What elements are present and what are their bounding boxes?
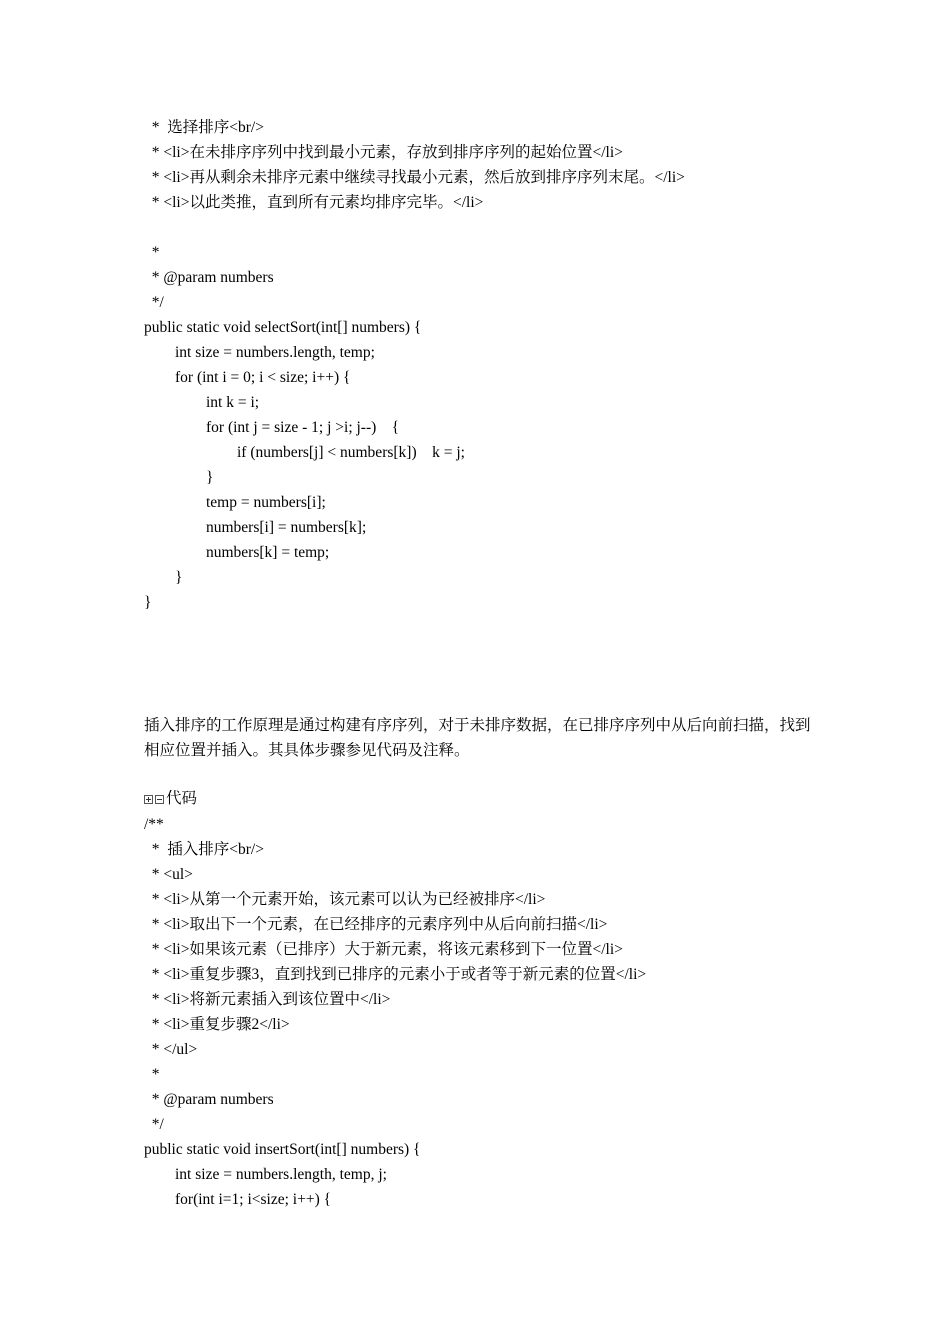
code-line: numbers[k] = temp; [144,544,330,561]
code-line: * <li>如果该元素（已排序）大于新元素，将该元素移到下一位置</li> [144,941,623,958]
code-line: * <li>再从剩余未排序元素中继续寻找最小元素，然后放到排序序列末尾。</li> [144,169,685,186]
code-line: numbers[i] = numbers[k]; [144,519,367,536]
insertion-sort-description: 插入排序的工作原理是通过构建有序序列，对于未排序数据，在已排序序列中从后向前扫描，找到相应位置并插入。其具体步骤参见代码及注释。 [144,717,811,759]
code-line: } [144,469,214,486]
code-line: * @param numbers [144,1091,274,1108]
plus-box-icon[interactable] [144,795,153,804]
code-line: temp = numbers[i]; [144,494,326,511]
code-line: * <li>以此类推，直到所有元素均排序完毕。</li> [144,194,484,211]
code-line: /** [144,816,164,833]
code-line: } [144,569,183,586]
code-line: for (int j = size - 1; j >i; j--) { [144,419,400,436]
code-line: * <li>将新元素插入到该位置中</li> [144,991,391,1008]
code-line: * <li>从第一个元素开始，该元素可以认为已经被排序</li> [144,891,546,908]
code-toggle-label: 代码 [166,790,198,807]
code-line: * [144,1066,160,1083]
code-line: for(int i=1; i<size; i++) { [144,1191,332,1208]
code-toggle[interactable] [144,789,197,809]
code-line: * @param numbers [144,269,274,286]
code-line: * <li>在未排序序列中找到最小元素，存放到排序序列的起始位置</li> [144,144,623,161]
code-line: if (numbers[j] < numbers[k]) k = j; [144,444,465,461]
minus-box-icon[interactable] [155,795,164,804]
code-line: * <ul> [144,866,193,883]
code-line: */ [144,1116,164,1133]
code-line: * </ul> [144,1041,198,1058]
code-line: */ [144,294,164,311]
code-line: } [144,594,152,611]
code-line: * <li>重复步骤3，直到找到已排序的元素小于或者等于新元素的位置</li> [144,966,647,983]
code-line: public static void selectSort(int[] numbers) { [144,319,422,336]
code-line: * <li>重复步骤2</li> [144,1016,290,1033]
code-line: * [144,244,160,261]
code-line: * 插入排序<br/> [144,841,264,858]
code-line: int k = i; [144,394,260,411]
code-line: int size = numbers.length, temp, j; [144,1166,387,1183]
code-line: int size = numbers.length, temp; [144,344,375,361]
code-line: * 选择排序<br/> [144,119,264,136]
code-line: * <li>取出下一个元素，在已经排序的元素序列中从后向前扫描</li> [144,916,608,933]
code-line: public static void insertSort(int[] numbers) { [144,1141,421,1158]
code-line: for (int i = 0; i < size; i++) { [144,369,351,386]
